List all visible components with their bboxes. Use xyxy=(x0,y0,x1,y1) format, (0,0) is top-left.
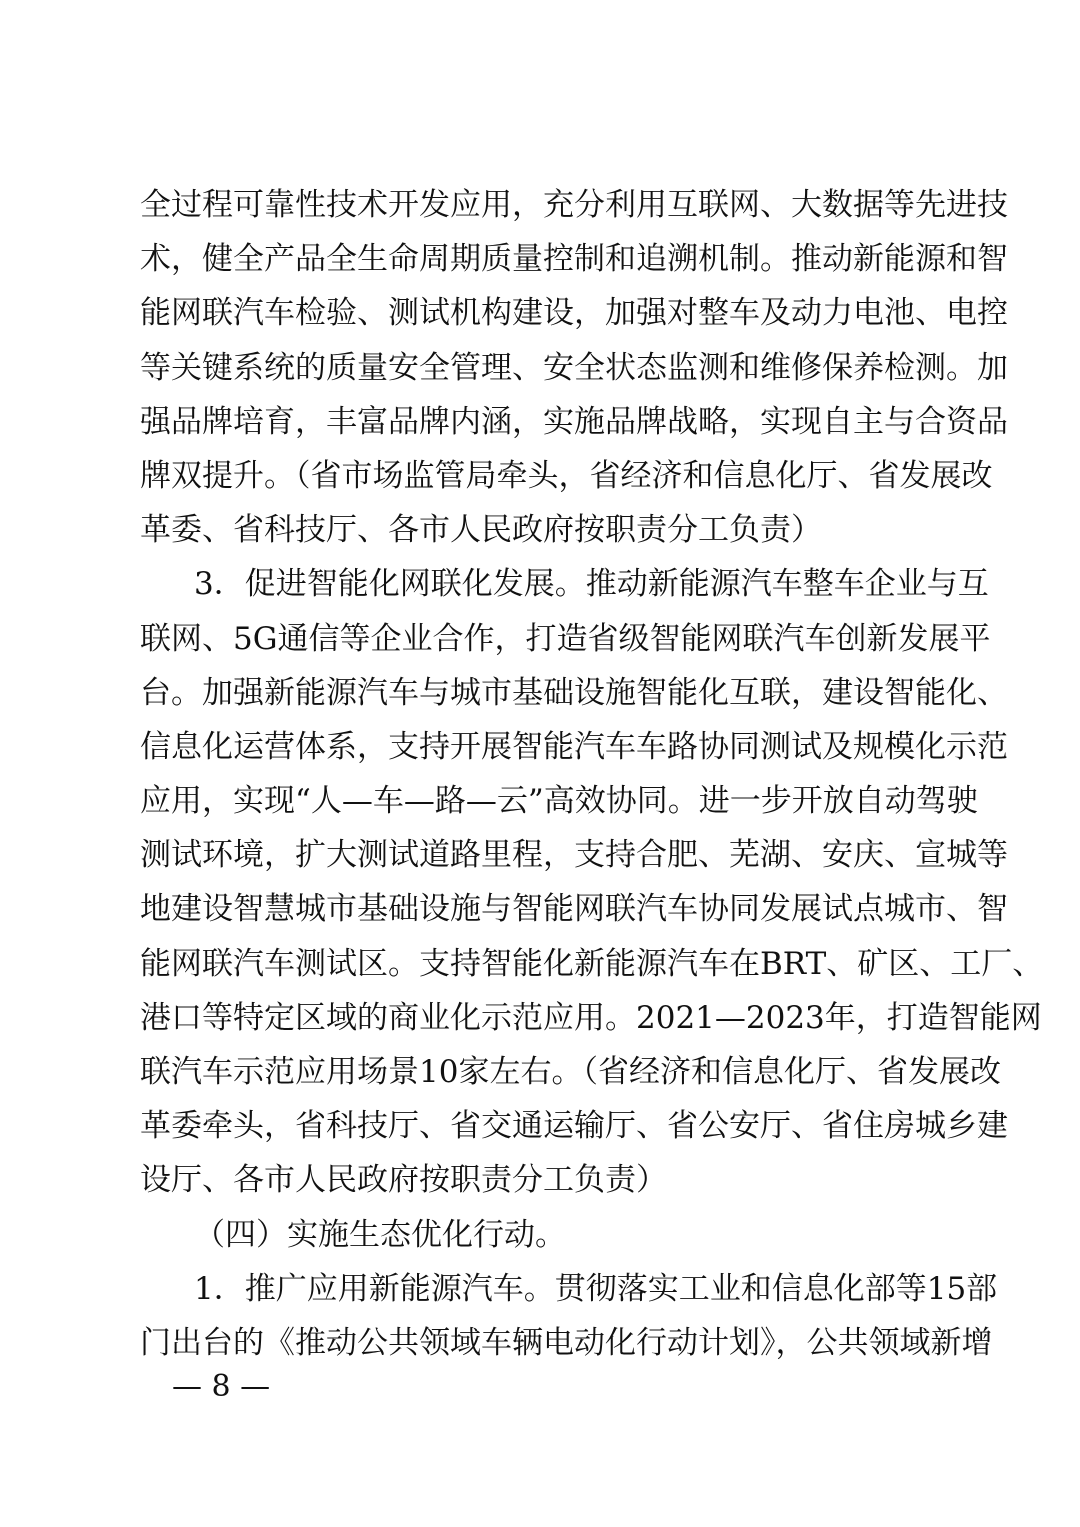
text-line: 台。加强新能源汽车与城市基础设施智能化互联，建设智能化、 xyxy=(140,674,1008,711)
section-heading-4: （四）实施生态优化行动。 xyxy=(194,1216,566,1253)
text-line: 联网、5G通信等企业合作，打造省级智能网联汽车创新发展平 xyxy=(140,620,991,657)
text-line: 牌双提升。（省市场监管局牵头，省经济和信息化厅、省发展改 xyxy=(140,457,993,494)
text-line: 能网联汽车测试区。支持智能化新能源汽车在BRT、矿区、工厂、 xyxy=(140,945,1044,982)
section-3-heading-line: 3．促进智能化网联化发展。推动新能源汽车整车企业与互 xyxy=(194,566,989,603)
text-line: 革委、省科技厅、各市人民政府按职责分工负责） xyxy=(140,512,822,549)
section-1-heading-line: 1．推广应用新能源汽车。贯彻落实工业和信息化部等15部 xyxy=(194,1270,998,1307)
body-text xyxy=(140,178,1044,1370)
text-line: 全过程可靠性技术开发应用，充分利用互联网、大数据等先进技 xyxy=(140,187,1008,223)
text-line: 地建设智慧城市基础设施与智能网联汽车协同发展试点城市、智 xyxy=(140,891,1008,928)
text-line: 信息化运营体系，支持开展智能汽车车路协同测试及规模化示范 xyxy=(140,728,1008,765)
text-line: 能网联汽车检验、测试机构建设，加强对整车及动力电池、电控 xyxy=(140,295,1008,332)
page-number: — 8 — xyxy=(172,1369,271,1404)
text-line: 设厅、各市人民政府按职责分工负责） xyxy=(140,1162,667,1199)
text-line: 术，健全产品全生命周期质量控制和追溯机制。推动新能源和智 xyxy=(140,241,1008,278)
text-line: 革委牵头，省科技厅、省交通运输厅、省公安厅、省住房城乡建 xyxy=(140,1108,1008,1145)
text-line: 港口等特定区域的商业化示范应用。2021—2023年，打造智能网 xyxy=(140,999,1042,1036)
text-line: 应用，实现“人—车—路—云”高效协同。进一步开放自动驾驶 xyxy=(140,783,978,820)
text-line: 联汽车示范应用场景10家左右。（省经济和信息化厅、省发展改 xyxy=(140,1054,1001,1090)
text-line: 测试环境，扩大测试道路里程，支持合肥、芜湖、安庆、宣城等 xyxy=(140,837,1008,874)
text-line: 等关键系统的质量安全管理、安全状态监测和维修保养检测。加 xyxy=(140,349,1008,386)
text-line: 强品牌培育，丰富品牌内涵，实施品牌战略，实现自主与合资品 xyxy=(140,403,1008,440)
text-line: 门出台的《推动公共领域车辆电动化行动计划》，公共领域新增 xyxy=(140,1324,993,1361)
